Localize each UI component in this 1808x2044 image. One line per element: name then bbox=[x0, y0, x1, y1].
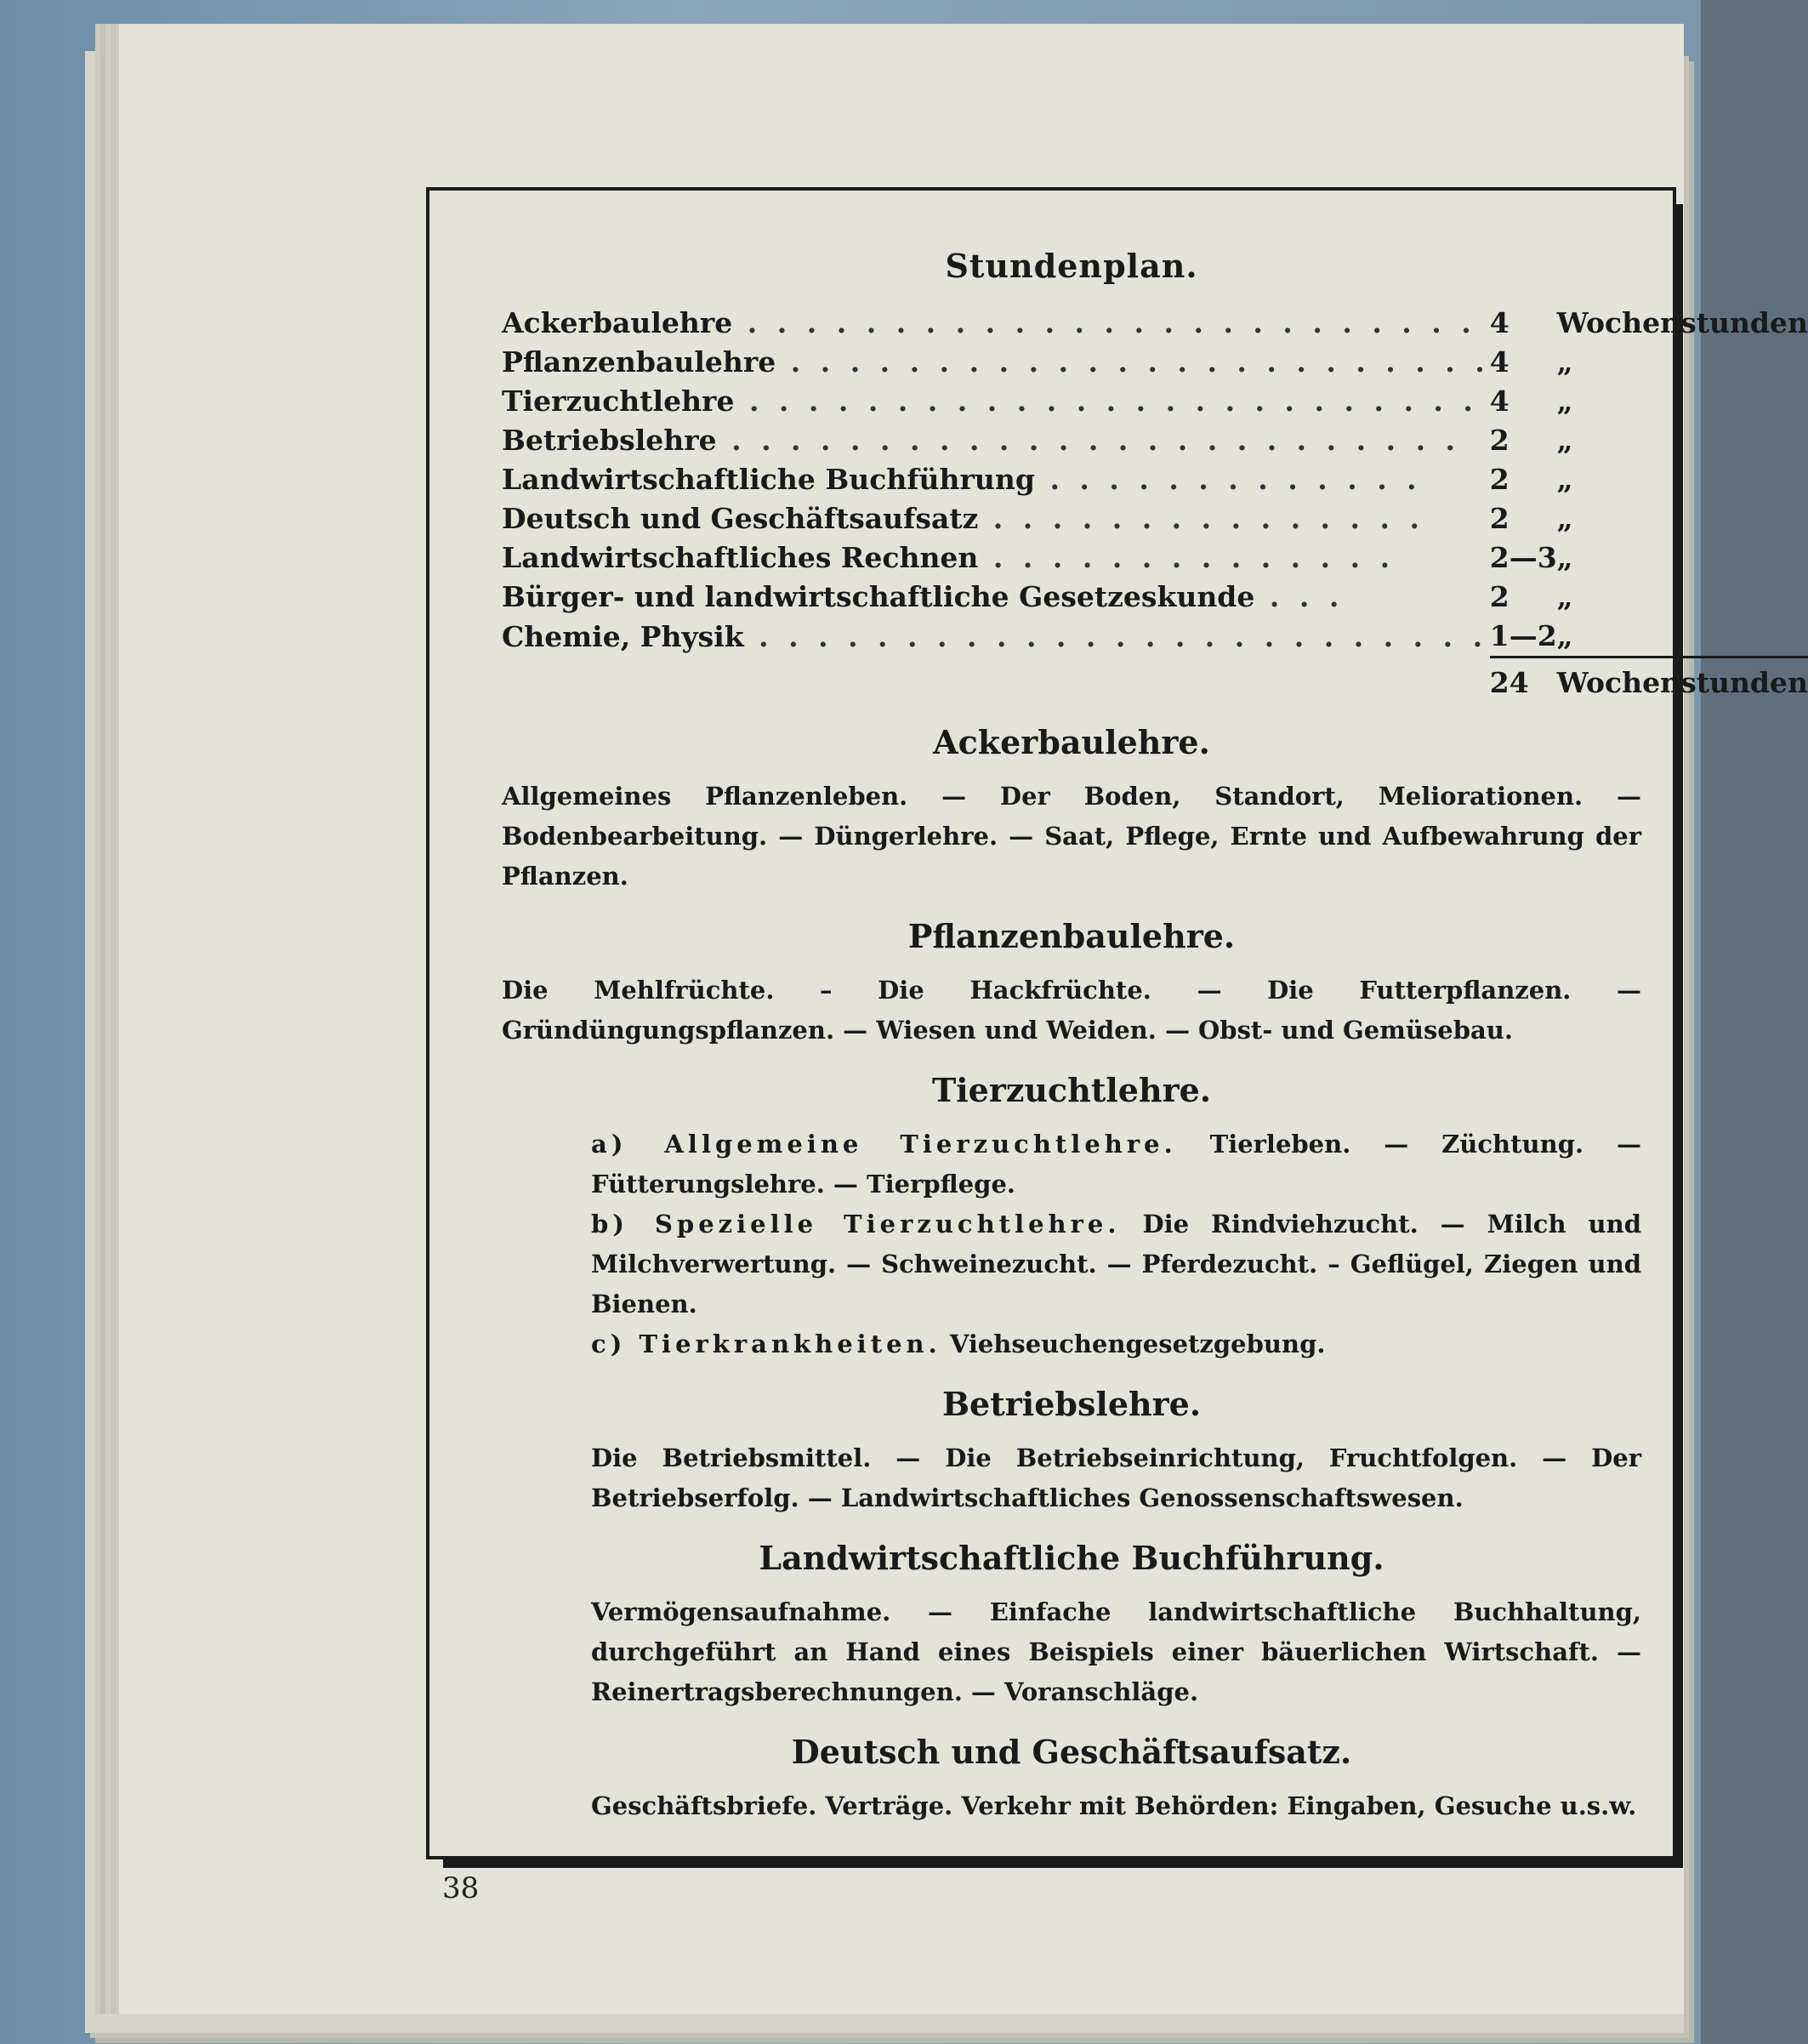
tierzucht-item-c bbox=[502, 1324, 1641, 1364]
section-title-ackerbau: Ackerbaulehre. bbox=[933, 723, 1210, 761]
subject-hours: 2 bbox=[1489, 463, 1510, 496]
tierzucht-a-text: Tierleben. — Züchtung. — Fütterungslehre. — Tierpflege. bbox=[591, 1130, 1641, 1199]
page-content bbox=[502, 247, 1808, 1826]
subject-name: Chemie, Physik bbox=[502, 619, 744, 653]
subject-hours: 2—3 bbox=[1489, 541, 1557, 574]
table-row: Landwirtschaftliche Buchführung . . . . . . . . . . . . . 2 „ bbox=[502, 460, 1808, 499]
timetable bbox=[502, 304, 1808, 703]
subject-name: Landwirtschaftliche Buchführung bbox=[502, 463, 1035, 496]
table-row: Tierzuchtlehre . . . . . . . . . . . . . . . . . . . . . . . . . 4 „ bbox=[502, 382, 1808, 421]
total-unit: Wochenstunden bbox=[1557, 658, 1808, 703]
subject-hours: 2 bbox=[1489, 580, 1510, 613]
subject-unit: „ bbox=[1556, 619, 1573, 652]
subject-hours: 1—2 bbox=[1489, 619, 1557, 652]
total-hours: 24 bbox=[1490, 658, 1557, 703]
section-text-ackerbau: Allgemeines Pflanzenleben. — Der Boden, Standort, Meliorationen. — Bodenbearbeitung. — Düngerlehre. — Saat, Pflege, Ernte und Aufbewahrung der Pflanzen. bbox=[502, 782, 1641, 891]
subject-unit: „ bbox=[1556, 384, 1573, 418]
timetable-title: Stundenplan. bbox=[945, 247, 1198, 285]
subject-unit: „ bbox=[1556, 541, 1573, 574]
section-title-tierzucht: Tierzuchtlehre. bbox=[931, 1071, 1212, 1109]
subject-hours: 4 bbox=[1489, 306, 1510, 339]
section-title-deutsch: Deutsch und Geschäftsaufsatz. bbox=[791, 1733, 1352, 1771]
subject-hours: 2 bbox=[1489, 502, 1510, 535]
table-row: Landwirtschaftliches Rechnen . . . . . . . . . . . . . . 2—3 „ bbox=[502, 538, 1808, 578]
section-text-buchfuehrung: Vermögensaufnahme. — Einfache landwirtschaftliche Buchhaltung, durchgeführt an Hand eines Beispiels einer bäuerlichen Wirtschaft. — Reinertragsberechnungen. — Voranschläge. bbox=[591, 1597, 1641, 1706]
section-title-pflanzenbau: Pflanzenbaulehre. bbox=[907, 917, 1236, 955]
table-row: Ackerbaulehre . . . . . . . . . . . . . . . . . . . . . . . . . 4 Wochenstunden bbox=[502, 304, 1808, 343]
table-row: Deutsch und Geschäftsaufsatz . . . . . . . . . . . . . . . 2 „ bbox=[502, 499, 1808, 538]
subject-name: Landwirtschaftliches Rechnen bbox=[502, 541, 979, 574]
subject-name: Pflanzenbaulehre bbox=[502, 345, 776, 379]
subject-unit: „ bbox=[1556, 424, 1573, 457]
subject-name: Deutsch und Geschäftsaufsatz bbox=[502, 502, 979, 535]
tierzucht-item-b bbox=[502, 1204, 1641, 1324]
subject-unit: „ bbox=[1556, 463, 1573, 496]
subject-name: Tierzuchtlehre bbox=[502, 384, 735, 418]
tierzucht-c-text: Viehseuchengesetzgebung. bbox=[949, 1329, 1326, 1358]
tierzucht-a-label: a) Allgemeine Tierzuchtlehre. bbox=[591, 1130, 1177, 1159]
tierzucht-b-label: b) Spezielle Tierzuchtlehre. bbox=[591, 1210, 1121, 1238]
subject-hours: 4 bbox=[1489, 384, 1510, 418]
frame-shadow-bottom bbox=[443, 1859, 1683, 1868]
subject-unit: „ bbox=[1556, 345, 1573, 379]
subject-hours: 2 bbox=[1489, 424, 1510, 457]
subject-name: Ackerbaulehre bbox=[502, 306, 733, 339]
table-row: Bürger- und landwirtschaftliche Gesetzeskunde . . . 2 „ bbox=[502, 578, 1808, 617]
table-row: Betriebslehre . . . . . . . . . . . . . . . . . . . . . . . . . 2 „ bbox=[502, 421, 1808, 460]
subject-hours: 4 bbox=[1489, 345, 1510, 379]
tierzucht-b-text: Die Rindviehzucht. — Milch und Milchverwertung. — Schweinezucht. — Pferdezucht. – Geflügel, Ziegen und Bienen. bbox=[591, 1210, 1641, 1318]
subject-unit: „ bbox=[1556, 580, 1573, 613]
subject-unit: Wochenstunden bbox=[1556, 306, 1808, 339]
subject-name: Betriebslehre bbox=[502, 424, 717, 457]
tierzucht-c-label: c) Tierkrankheiten. bbox=[591, 1329, 941, 1358]
table-row: Chemie, Physik . . . . . . . . . . . . . . . . . . . . . . . . . 1—2 „ bbox=[502, 617, 1808, 658]
section-text-deutsch: Geschäftsbriefe. Verträge. Verkehr mit Behörden: Eingaben, Gesuche u.s.w. bbox=[591, 1791, 1637, 1820]
subject-name: Bürger- und landwirtschaftliche Gesetzeskunde bbox=[502, 580, 1255, 613]
section-title-buchfuehrung: Landwirtschaftliche Buchführung. bbox=[759, 1539, 1384, 1577]
total-row bbox=[502, 658, 1808, 703]
section-text-betrieb: Die Betriebsmittel. — Die Betriebseinrichtung, Fruchtfolgen. — Der Betriebserfolg. — Landwirtschaftliches Genossenschaftswesen. bbox=[591, 1443, 1641, 1512]
tierzucht-item-a bbox=[502, 1124, 1641, 1204]
subject-unit: „ bbox=[1556, 502, 1573, 535]
page-number: 38 bbox=[442, 1871, 480, 1905]
section-title-betrieb: Betriebslehre. bbox=[941, 1385, 1202, 1423]
table-row: Pflanzenbaulehre . . . . . . . . . . . . . . . . . . . . . . . . 4 „ bbox=[502, 343, 1808, 382]
section-text-pflanzenbau: Die Mehlfrüchte. – Die Hackfrüchte. — Die Futterpflanzen. — Gründüngungspflanzen. — Wiesen und Weiden. — Obst- und Gemüsebau. bbox=[502, 976, 1641, 1045]
